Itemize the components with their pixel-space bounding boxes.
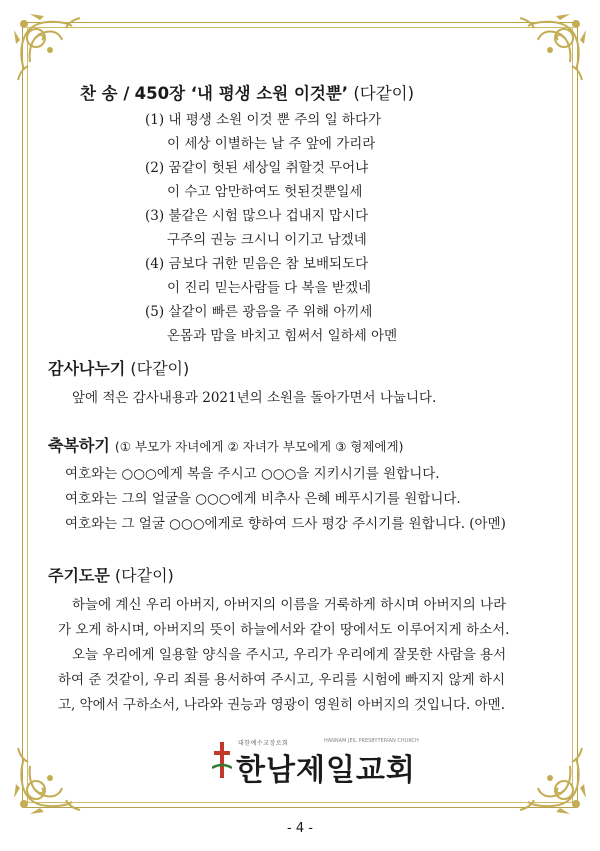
prayer-title: 주기도문 xyxy=(48,566,110,585)
hymn-line: 온몸과 맘을 바치고 힘써서 일하세 아멘 xyxy=(167,328,398,344)
thanks-heading xyxy=(48,356,189,379)
hymn-line: (1) 내 평생 소원 이것 뿐 주의 일 하다가 xyxy=(145,112,382,128)
corner-ornament-icon xyxy=(10,740,88,818)
prayer-line: 가 오게 하시며, 아버지의 뜻이 하늘에서와 같이 땅에서도 이루어지게 하소서. xyxy=(58,622,510,638)
prayer-heading xyxy=(48,563,174,586)
thanks-text: 앞에 적은 감사내용과 2021년의 소원을 돌아가면서 나눕니다. xyxy=(72,390,437,406)
blessing-options: (① 부모가 자녀에게 ② 자녀가 부모에게 ③ 형제에게) xyxy=(114,439,404,454)
hymn-line: 이 진리 믿는사람들 다 복을 받겠네 xyxy=(167,280,372,296)
page-number: - 4 - xyxy=(287,821,313,836)
logo-english: HANNAM JEIL PRESBYTERIAN CHURCH xyxy=(324,738,419,744)
prayer-line: 오늘 우리에게 일용할 양식을 주시고, 우리가 우리에게 잘못한 사람을 용서 xyxy=(72,647,507,663)
corner-ornament-icon xyxy=(10,10,88,88)
hymn-mode: (다같이) xyxy=(353,84,415,103)
blessing-heading xyxy=(48,433,403,456)
blessing-line: 여호와는 그의 얼굴을 ○○○에게 비추사 은혜 베푸시기를 원합니다. xyxy=(65,491,461,507)
logo-church-name: 한남제일교회 xyxy=(236,753,416,788)
hymn-line: (3) 불같은 시험 많으나 겁내지 맙시다 xyxy=(145,208,369,224)
blessing-line: 여호와는 ○○○에게 복을 주시고 ○○○을 지키시기를 원합니다. xyxy=(65,466,440,482)
logo-denomination: 대한예수교장로회 xyxy=(238,740,289,747)
prayer-line: 하여 준 것같이, 우리 죄를 용서하여 주시고, 우리를 시험에 빠지지 않게 하시 xyxy=(58,672,506,688)
hymn-lyrics xyxy=(145,108,397,348)
hymn-line: (4) 금보다 귀한 믿음은 참 보배되도다 xyxy=(145,256,369,272)
corner-ornament-icon xyxy=(512,10,590,88)
prayer-line: 하늘에 계신 우리 아버지, 아버지의 이름을 거룩하게 하시며 아버지의 나라 xyxy=(72,597,507,613)
cross-icon xyxy=(212,742,232,778)
hymn-line: (2) 꿈같이 헛된 세상일 취할것 무어냐 xyxy=(145,160,369,176)
hymn-line: (5) 살같이 빠른 광음을 주 위해 아끼세 xyxy=(145,304,373,320)
thanks-title: 감사나누기 xyxy=(48,359,126,378)
prayer-line: 고, 악에서 구하소서, 나라와 권능과 영광이 영원히 아버지의 것입니다. 아멘. xyxy=(58,697,506,713)
hymn-number-title: 450장 ‘내 평생 소원 이것뿐’ xyxy=(134,84,349,103)
thanks-mode: (다같이) xyxy=(130,359,190,378)
hymn-line: 이 수고 암만하여도 헛된것뿐일세 xyxy=(167,184,363,200)
prayer-mode: (다같이) xyxy=(114,566,174,585)
hymn-heading xyxy=(80,80,414,104)
hymn-label: 찬 송 / xyxy=(80,84,130,103)
corner-ornament-icon xyxy=(512,740,590,818)
blessing-line: 여호와는 그 얼굴 ○○○에게로 향하여 드사 평강 주시기를 원합니다. (아멘) xyxy=(65,516,506,532)
blessing-title: 축복하기 xyxy=(48,436,110,455)
hymn-line: 구주의 권능 크시니 이기고 남겠네 xyxy=(167,232,367,248)
church-logo xyxy=(212,738,419,788)
hymn-line: 이 세상 이별하는 날 주 앞에 가리라 xyxy=(167,136,376,152)
